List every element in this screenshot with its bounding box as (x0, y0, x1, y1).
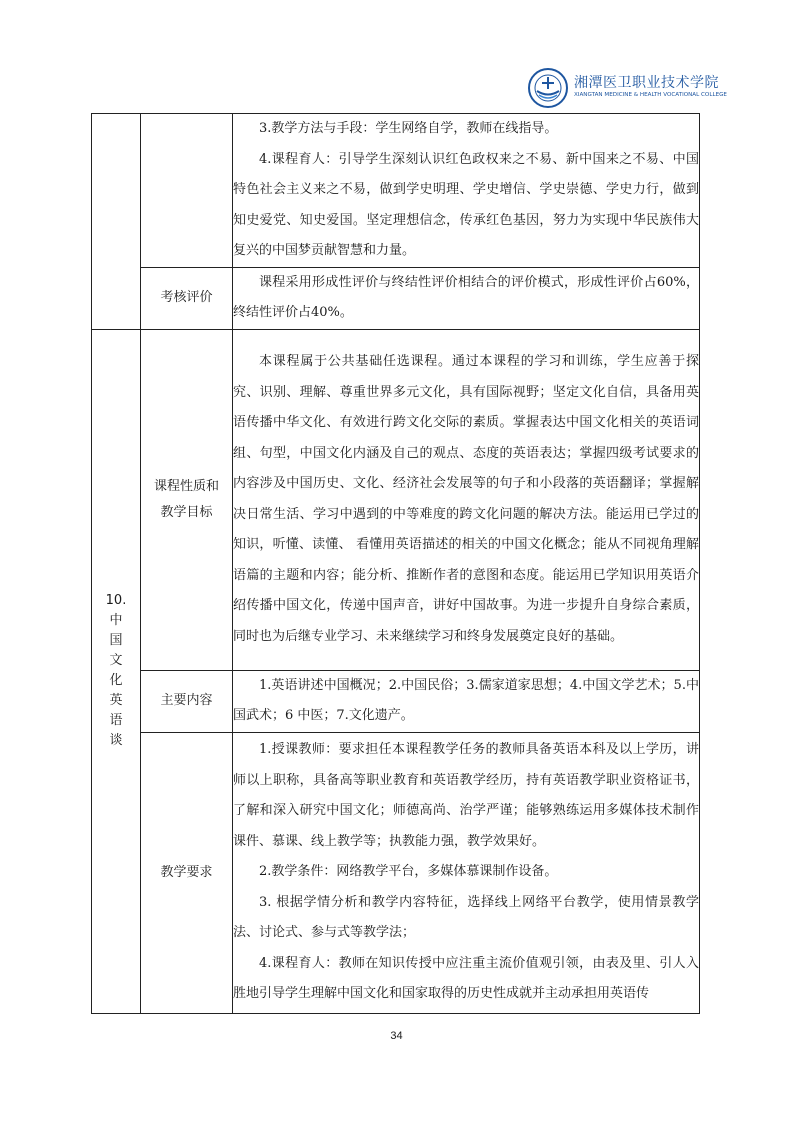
course-number: 10. (105, 593, 127, 608)
assessment-text: 课程采用形成性评价与终结性评价相结合的评价模式，形成性评价占60%，终结性评价占40%。 (233, 274, 699, 320)
content-text: 1.英语讲述中国概况；2.中国民俗；3.儒家道家思想；4.中国文学艺术；5.中国武术；6 中医；7.文化遗产。 (233, 677, 699, 723)
course-table (91, 113, 700, 1014)
assessment-cell (233, 267, 700, 329)
college-name-cn: 湘潭医卫职业技术学院 (574, 75, 719, 91)
course-title-char: 谈 (109, 733, 123, 748)
prev-course-teaching-cell (233, 114, 700, 268)
college-name-en: XIANGTAN MEDICINE & HEALTH VOCATIONAL COLLEGE (574, 92, 727, 98)
prev-course-teaching-row (92, 114, 700, 268)
page-number: 34 (390, 1030, 403, 1042)
requirements-paragraph: 4.课程育人：教师在知识传授中应注重主流价值观引领，由表及里、引人入胜地引导学生理解中国文化和国家取得的历史性成就并主动承担用英语传 (233, 955, 699, 1002)
course-title-char: 化 (109, 673, 123, 688)
course10-nature-row (92, 329, 700, 670)
requirements-cell (233, 732, 700, 1013)
course-title-char: 英 (109, 693, 123, 708)
teaching-paragraph: 3.教学方法与手段：学生网络自学，教师在线指导。 (259, 121, 558, 136)
content-cell (233, 670, 700, 732)
nature-text: 本课程属于公共基础任选课程。通过本课程的学习和训练，学生应善于探究、识别、理解、尊重世界多元文化，具有国际视野；坚定文化自信，具备用英语传播中华文化、有效进行跨文化交际的素质。掌握表达中国文化相关的英语词组、句型，中国文化内涵及自己的观点、态度的英语表达；掌握四级考试要求的内容涉及中国历史、文化、经济社会发展等的句子和小段落的英语翻译；掌握解决日常生活、学习中遇到的中等难度的跨文化问题的解决方法。能运用已学过的知识，听懂、读懂、 看懂用英语描述的相关的中国文化概念；能从不同视角理解语篇的主题和内容；能分析、推断作者的意图和态度。能运用已学知识用英语介绍传播中国文化，传递中国声音，讲好中国故事。为进一步提升自身综合素质，同时也为后继专业学习、未来继续学习和终身发展奠定良好的基础。 (233, 354, 699, 644)
content-label: 主要内容 (141, 670, 233, 732)
course-title-char: 国 (109, 633, 123, 648)
course10-content-row (92, 670, 700, 732)
prev-course-assessment-row (92, 267, 700, 329)
nature-label-line: 课程性质和 (153, 478, 219, 494)
nature-label-line: 教学目标 (160, 504, 213, 520)
course-title-char: 文 (109, 653, 123, 668)
requirements-paragraph: 3. 根据学情分析和教学内容特征，选择线上网络平台教学，使用情景教学法、讨论式、参与式等教学法； (233, 894, 699, 941)
nature-cell (233, 329, 700, 670)
requirements-paragraph: 1.授课教师：要求担任本课程教学任务的教师具备英语本科及以上学历，讲师以上职称，具备高等职业教育和英语教学经历，持有英语教学职业资格证书，了解和深入研究中国文化；师德高尚、治学严谨；能够熟练运用多媒体技术制作课件、慕课、线上教学等；执教能力强，教学效果好。 (233, 742, 699, 849)
college-logo (528, 68, 728, 112)
requirements-label: 教学要求 (141, 732, 233, 1013)
nature-label (141, 329, 233, 670)
prev-course-title-cell (92, 114, 141, 330)
teaching-paragraph: 4.课程育人：引导学生深刻认识红色政权来之不易、新中国来之不易、中国特色社会主义来之不易，做到学史明理、学史增信、学史崇德、学史力行，做到知史爱党、知史爱国。坚定理想信念，传承红色基因，努力为实现中华民族伟大复兴的中国梦贡献智慧和力量。 (233, 151, 699, 258)
course10-title-cell (92, 329, 141, 1013)
course10-requirements-row (92, 732, 700, 1013)
prev-course-label-cell (141, 114, 233, 268)
course-title-char: 中 (109, 613, 123, 628)
assessment-label: 考核评价 (141, 267, 233, 329)
course-title-char: 语 (109, 713, 123, 728)
college-seal-icon (528, 68, 568, 108)
requirements-paragraph: 2.教学条件：网络教学平台，多媒体慕课制作设备。 (259, 864, 558, 880)
